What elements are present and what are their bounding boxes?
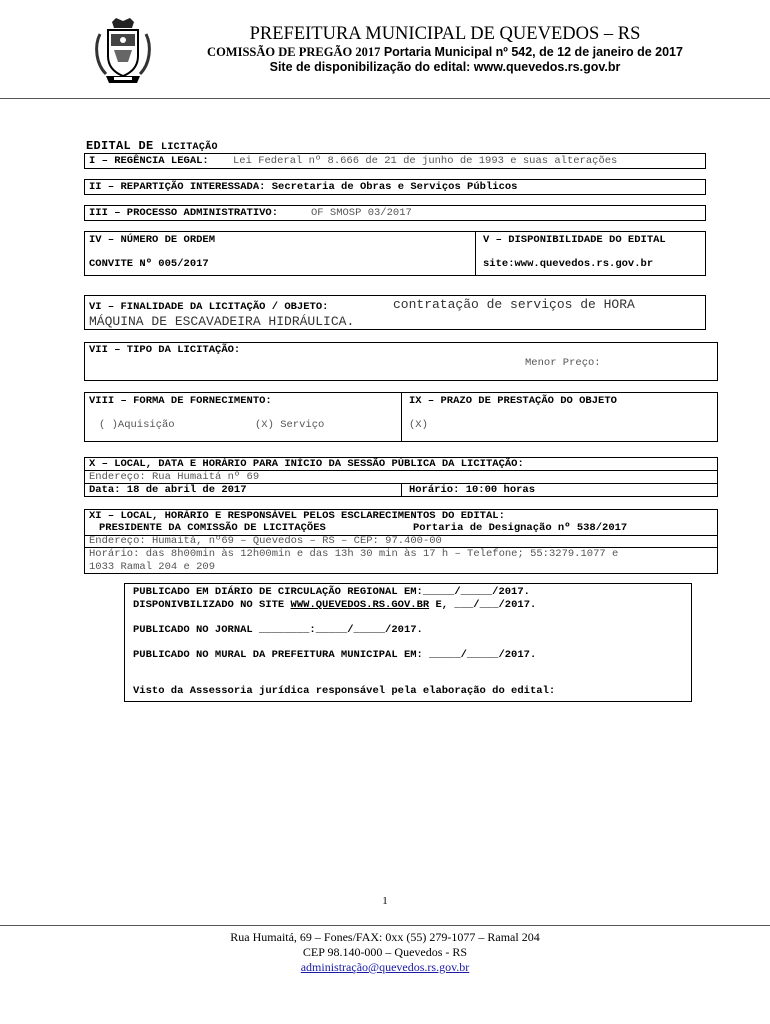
local-label: X – LOCAL, DATA E HORÁRIO PARA INÍCIO DA SESSÃO PÚBLICA DA LICITAÇÃO: [89,458,524,470]
prazo-value: (X) [409,419,428,431]
coat-of-arms-icon [92,16,154,86]
local-endereco: Endereço: Rua Humaitá nº 69 [89,471,260,483]
publication-line-site [133,599,536,611]
column-divider [475,232,476,275]
section-local-sessao [84,457,718,497]
publication-line-diario: PUBLICADO EM DIÁRIO DE CIRCULAÇÃO REGIONAL EM:_____/_____/2017. [133,586,530,598]
esclarec-label: XI – LOCAL, HORÁRIO E RESPONSÁVEL PELOS ESCLARECIMENTOS DO EDITAL: [89,510,505,522]
reparticao-label: II – REPARTIÇÃO INTERESSADA: Secretaria de Obras e Serviços Públicos [89,181,518,193]
footer-email-link[interactable]: administração@quevedos.rs.gov.br [300,960,470,974]
local-horario: Horário: 10:00 horas [409,484,536,496]
document-title-small: LICITAÇÃO [161,142,218,153]
section-esclarecimentos [84,509,718,574]
section-numero-disponibilidade [84,231,706,276]
publication-line-mural: PUBLICADO NO MURAL DA PREFEITURA MUNICIPAL EM: _____/_____/2017. [133,649,537,661]
regencia-value: Lei Federal nº 8.666 de 21 de junho de 1993 e suas alterações [233,155,618,167]
publication-box [124,583,692,702]
disponibilidade-label: V – DISPONIBILIDADE DO EDITAL [483,234,666,246]
finalidade-value-2: MÁQUINA DE ESCAVADEIRA HIDRÁULICA. [89,314,355,329]
section-reparticao [84,179,706,195]
esclarec-portaria: Portaria de Designação nº 538/2017 [413,522,628,534]
commission-rest: Portaria Municipal nº 542, de 12 de janeiro de 2017 [383,45,683,59]
publication-line-jornal: PUBLICADO NO JORNAL ________:_____/_____/2017. [133,624,423,636]
commission-prefix: COMISSÃO DE PREGÃO 2017 [207,45,381,59]
forma-servico: (X) Serviço [255,419,325,431]
forma-aquisicao: ( )Aquisição [99,419,175,431]
document-title-big: EDITAL DE [86,139,154,153]
processo-label: III – PROCESSO ADMINISTRATIVO: [89,207,279,219]
header-commission [160,45,730,60]
regencia-label: I – REGÊNCIA LEGAL: [89,155,209,167]
section-tipo [84,342,718,381]
header-site-line: Site de disponibilização do edital: www.quevedos.rs.gov.br [269,60,621,74]
footer-address: Rua Humaitá, 69 – Fones/FAX: 0xx (55) 279-1077 – Ramal 204 [230,930,540,944]
document-title [86,139,218,153]
header-title: PREFEITURA MUNICIPAL DE QUEVEDOS – RS [249,24,641,44]
publication-site-suffix: E, ___/___/2017. [435,599,537,611]
column-divider [401,393,402,441]
publication-line-visto: Visto da Assessoria jurídica responsável pela elaboração do edital: [133,685,556,697]
header-divider [0,98,770,99]
section-forma-prazo [84,392,718,442]
finalidade-value-1: contratação de serviços de HORA [393,297,635,312]
publication-site-prefix: DISPONIVBILIZADO NO SITE [133,599,285,611]
numero-value: CONVITE Nº 005/2017 [89,258,209,270]
section-processo [84,205,706,221]
esclarec-horario-2: 1033 Ramal 204 e 209 [89,561,216,573]
section-regencia [84,153,706,169]
section-finalidade [84,295,706,330]
esclarec-endereco: Endereço: Humaitá, nº69 – Quevedos – RS – CEP: 97.400-00 [89,535,442,547]
footer-email-line [0,960,770,975]
processo-value: OF SMOSP 03/2017 [311,207,412,219]
esclarec-presidente: PRESIDENTE DA COMISSÃO DE LICITAÇÕES [99,522,326,534]
prazo-label: IX – PRAZO DE PRESTAÇÃO DO OBJETO [409,395,617,407]
forma-label: VIII – FORMA DE FORNECIMENTO: [89,395,272,407]
footer-divider [0,925,770,926]
esclarec-horario-1: Horário: das 8h00min às 12h00min e das 13h 30 min às 17 h – Telefone; 55:3279.1077 e [89,548,619,560]
footer-cep: CEP 98.140-000 – Quevedos - RS [302,945,468,959]
publication-site-link[interactable]: WWW.QUEVEDOS.RS.GOV.BR [290,599,430,611]
tipo-value: Menor Preço: [525,357,601,369]
tipo-label: VII – TIPO DA LICITAÇÃO: [89,344,241,356]
disponibilidade-value: site:www.quevedos.rs.gov.br [483,258,654,270]
finalidade-label: VI – FINALIDADE DA LICITAÇÃO / OBJETO: [89,301,329,313]
page-number: 1 [382,895,388,907]
local-data: Data: 18 de abril de 2017 [89,484,247,496]
numero-label: IV – NÚMERO DE ORDEM [89,234,216,246]
column-divider [401,483,402,496]
